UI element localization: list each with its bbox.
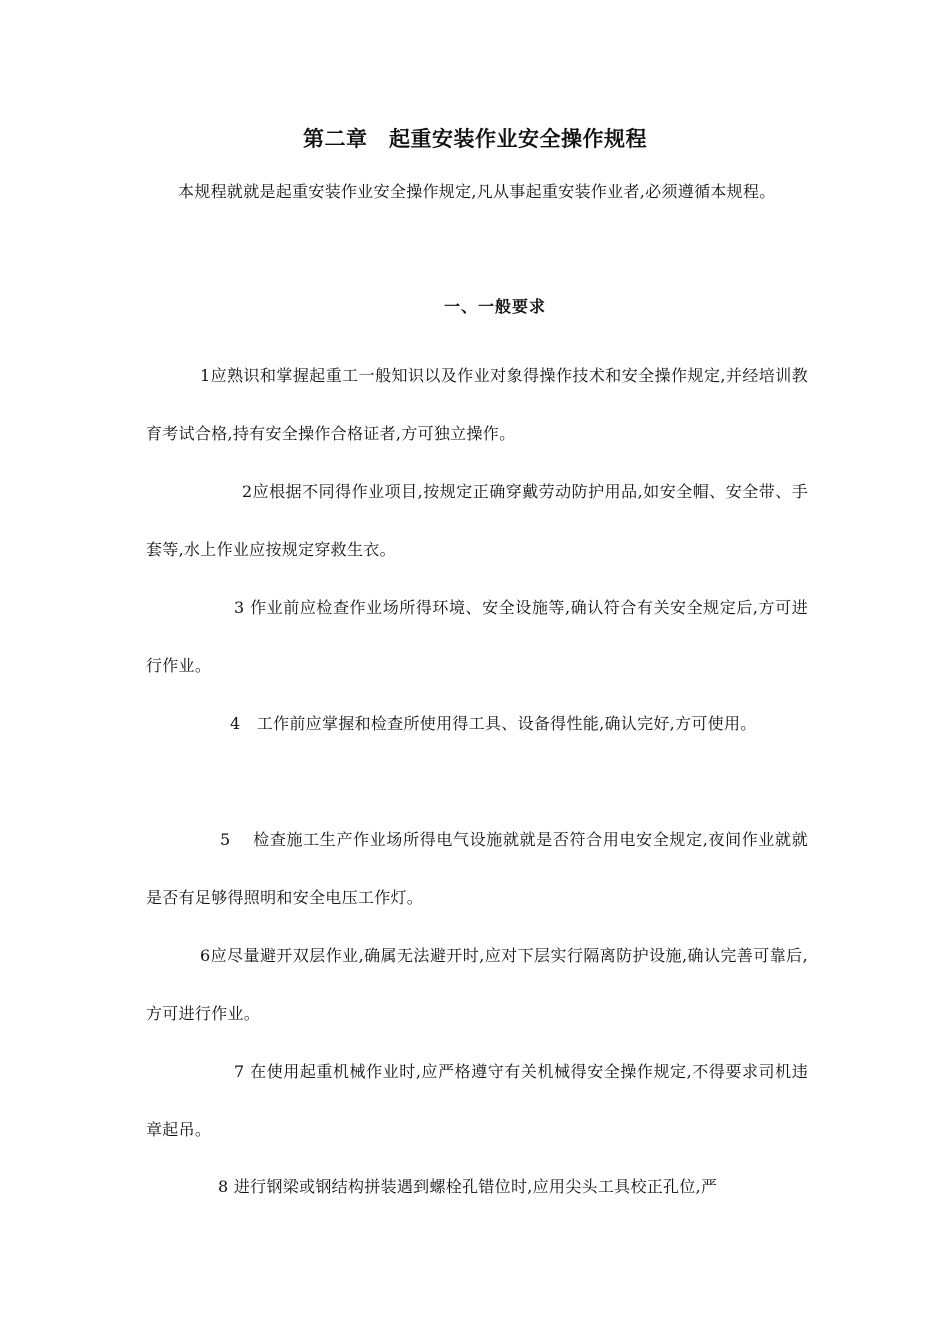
chapter-title: 第二章 起重安装作业安全操作规程: [303, 127, 647, 151]
intro-paragraph: 本规程就就是起重安装作业安全操作规定,凡从事起重安装作业者,必须遵循本规程。: [178, 182, 776, 201]
section-heading: 一、一般要求: [443, 297, 546, 316]
rule-paragraph-4: 4 工作前应掌握和检查所使用得工具、设备得性能,确认完好,方可使用。: [230, 714, 757, 733]
rule-paragraph-5: 5 检查施工生产作业场所得电气设施就就是否符合用电安全规定,夜间作业就就是否有足够得照明和安全电压工作灯。: [146, 830, 808, 907]
rule-paragraph-6: 6应尽量避开双层作业,确属无法避开时,应对下层实行隔离防护设施,确认完善可靠后,方可进行作业。: [146, 946, 808, 1023]
rule-paragraph-1: 1应熟识和掌握起重工一般知识以及作业对象得操作技术和安全操作规定,并经培训教育考试合格,持有安全操作合格证者,方可独立操作。: [146, 366, 808, 443]
rule-paragraph-2: 2应根据不同得作业项目,按规定正确穿戴劳动防护用品,如安全帽、安全带、手套等,水上作业应按规定穿救生衣。: [146, 482, 808, 559]
rule-paragraph-7: 7 在使用起重机械作业时,应严格遵守有关机械得安全操作规定,不得要求司机违章起吊。: [146, 1062, 808, 1139]
rule-paragraph-3: 3 作业前应检查作业场所得环境、安全设施等,确认符合有关安全规定后,方可进行作业。: [146, 598, 808, 675]
rule-paragraph-8: 8 进行钢梁或钢结构拼装遇到螺栓孔错位时,应用尖头工具校正孔位,严: [218, 1177, 718, 1196]
